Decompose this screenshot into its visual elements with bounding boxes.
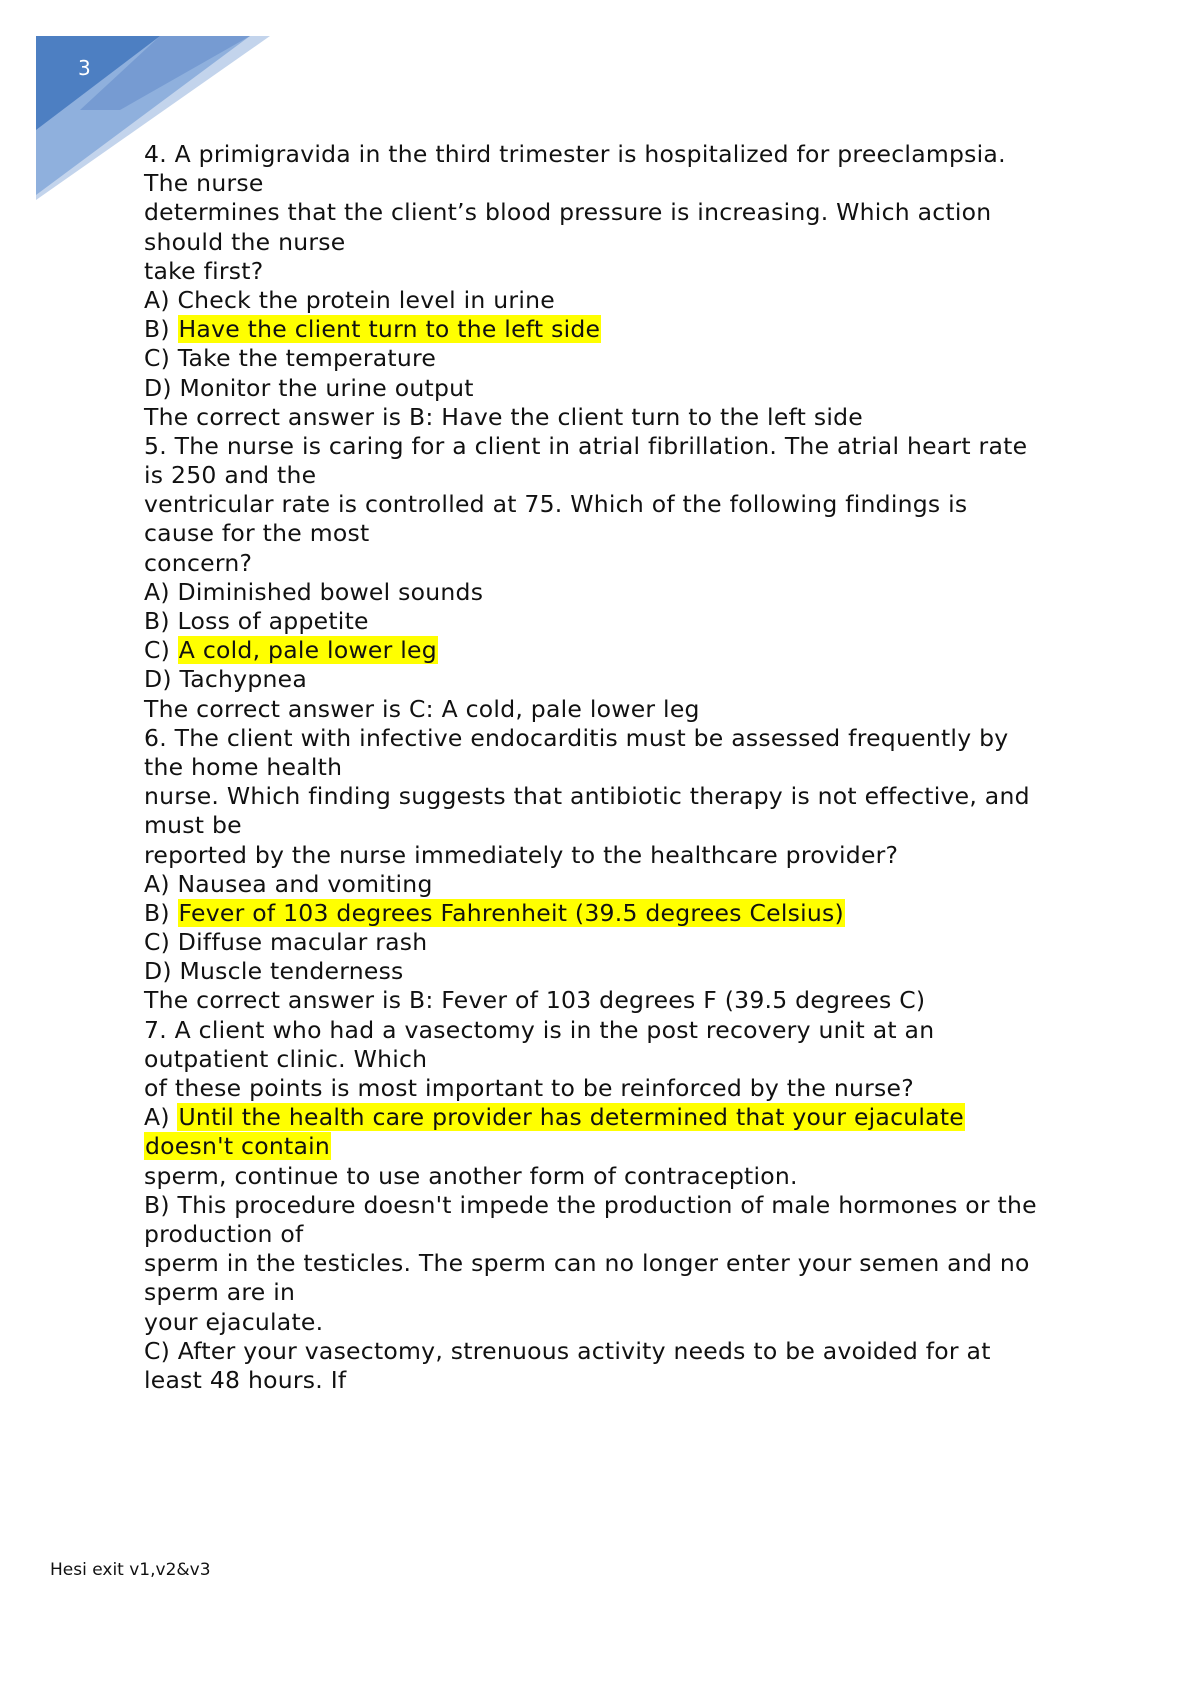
line-text: nurse. Which finding suggests that antibiotic therapy is not effective, and	[144, 782, 1030, 811]
line-text: least 48 hours. If	[144, 1365, 347, 1394]
text-line	[144, 1045, 1074, 1074]
line-text: must be	[144, 811, 242, 840]
option-prefix: C)	[144, 344, 178, 373]
text-line	[144, 549, 1074, 578]
highlighted-answer-text: Fever of 103 degrees Fahrenheit (39.5 degrees Celsius)	[178, 898, 844, 927]
text-line	[144, 257, 1074, 286]
line-text: 7. A client who had a vasectomy is in the post recovery unit at an	[144, 1015, 935, 1044]
highlighted-answer-text: Have the client turn to the left side	[178, 315, 601, 344]
option-prefix: D)	[144, 665, 180, 694]
option-prefix: D)	[144, 373, 180, 402]
text-line	[144, 636, 1074, 665]
line-text: 6. The client with infective endocarditis must be assessed frequently by	[144, 723, 1009, 752]
option-prefix: B)	[144, 898, 178, 927]
line-text: the home health	[144, 752, 343, 781]
line-text: should the nurse	[144, 227, 346, 256]
text-line	[144, 986, 1074, 1015]
text-line	[144, 1220, 1074, 1249]
text-line	[144, 607, 1074, 636]
line-text: Muscle tenderness	[179, 957, 404, 986]
line-text: sperm in the testicles. The sperm can no longer enter your semen and no	[144, 1249, 1030, 1278]
text-line	[144, 140, 1074, 169]
text-line	[144, 957, 1074, 986]
line-text: Tachypnea	[179, 665, 307, 694]
line-text: Check the protein level in urine	[177, 285, 555, 314]
option-prefix: B)	[144, 315, 178, 344]
text-line	[144, 1308, 1074, 1337]
line-text: take first?	[144, 256, 264, 285]
page-number: 3	[78, 56, 91, 80]
option-prefix: A)	[144, 1103, 178, 1132]
text-line	[144, 1191, 1074, 1220]
line-text: B) This procedure doesn't impede the production of male hormones or the	[144, 1190, 1037, 1219]
text-line	[144, 1337, 1074, 1366]
text-line	[144, 665, 1074, 694]
text-line	[144, 695, 1074, 724]
text-line	[144, 578, 1074, 607]
option-prefix: D)	[144, 957, 180, 986]
text-line	[144, 1278, 1074, 1307]
text-line	[144, 899, 1074, 928]
line-text: 4. A primigravida in the third trimester is hospitalized for preeclampsia.	[144, 140, 1006, 168]
line-text: production of	[144, 1219, 304, 1248]
text-line	[144, 1016, 1074, 1045]
line-text: cause for the most	[144, 519, 370, 548]
line-text: The correct answer is B: Fever of 103 degrees F (39.5 degrees C)	[144, 986, 926, 1015]
text-line	[144, 461, 1074, 490]
line-text: C) After your vasectomy, strenuous activity needs to be avoided for at	[144, 1336, 991, 1365]
text-line	[144, 1074, 1074, 1103]
text-line	[144, 811, 1074, 840]
text-line	[144, 928, 1074, 957]
text-line	[144, 724, 1074, 753]
line-text: Take the temperature	[177, 344, 437, 373]
option-prefix: C)	[144, 928, 178, 957]
text-line	[144, 753, 1074, 782]
text-line	[144, 1249, 1074, 1278]
text-line	[144, 169, 1074, 198]
text-line	[144, 374, 1074, 403]
option-prefix: A)	[144, 285, 178, 314]
line-text: Diffuse macular rash	[177, 928, 428, 957]
line-text: is 250 and the	[144, 461, 317, 490]
line-text: concern?	[144, 548, 253, 577]
text-line	[144, 1132, 1074, 1161]
line-text: Nausea and vomiting	[177, 869, 433, 898]
line-text: sperm are in	[144, 1278, 296, 1307]
highlighted-answer-text: doesn't contain	[145, 1132, 331, 1161]
line-text: reported by the nurse immediately to the healthcare provider?	[144, 840, 899, 869]
text-line	[144, 344, 1074, 373]
line-text: The nurse	[144, 169, 264, 198]
document-body	[144, 140, 1074, 1395]
line-text: 5. The nurse is caring for a client in atrial fibrillation. The atrial heart rate	[144, 431, 1028, 460]
line-text: ventricular rate is controlled at 75. Which of the following findings is	[144, 490, 968, 519]
text-line	[144, 519, 1074, 548]
line-text: your ejaculate.	[144, 1307, 324, 1336]
text-line	[144, 782, 1074, 811]
line-text: Diminished bowel sounds	[177, 577, 484, 606]
text-line	[144, 841, 1074, 870]
text-line	[144, 1103, 1074, 1132]
option-prefix: B)	[144, 607, 178, 635]
page-footer: Hesi exit v1,v2&v3	[50, 1560, 211, 1580]
line-text: Monitor the urine output	[179, 373, 474, 402]
text-line	[144, 1162, 1074, 1191]
option-prefix: C)	[144, 636, 178, 665]
text-line	[144, 1366, 1074, 1395]
line-text: The correct answer is B: Have the client turn to the left side	[144, 402, 863, 431]
option-prefix: A)	[144, 869, 178, 898]
line-text: The correct answer is C: A cold, pale lower leg	[144, 694, 700, 723]
line-text: sperm, continue to use another form of contraception.	[144, 1161, 798, 1190]
text-line	[144, 490, 1074, 519]
text-line	[144, 403, 1074, 432]
text-line	[144, 228, 1074, 257]
line-text: outpatient clinic. Which	[144, 1044, 428, 1073]
text-line	[144, 315, 1074, 344]
text-line	[144, 870, 1074, 899]
highlighted-answer-text: Until the health care provider has determined that your ejaculate	[178, 1103, 964, 1132]
line-text: of these points is most important to be reinforced by the nurse?	[144, 1074, 914, 1102]
option-prefix: A)	[144, 577, 178, 606]
text-line	[144, 198, 1074, 227]
text-line	[144, 432, 1074, 461]
highlighted-answer-text: A cold, pale lower leg	[178, 636, 437, 665]
line-text: Loss of appetite	[177, 607, 369, 635]
line-text: determines that the client’s blood pressure is increasing. Which action	[144, 198, 992, 227]
text-line	[144, 286, 1074, 315]
